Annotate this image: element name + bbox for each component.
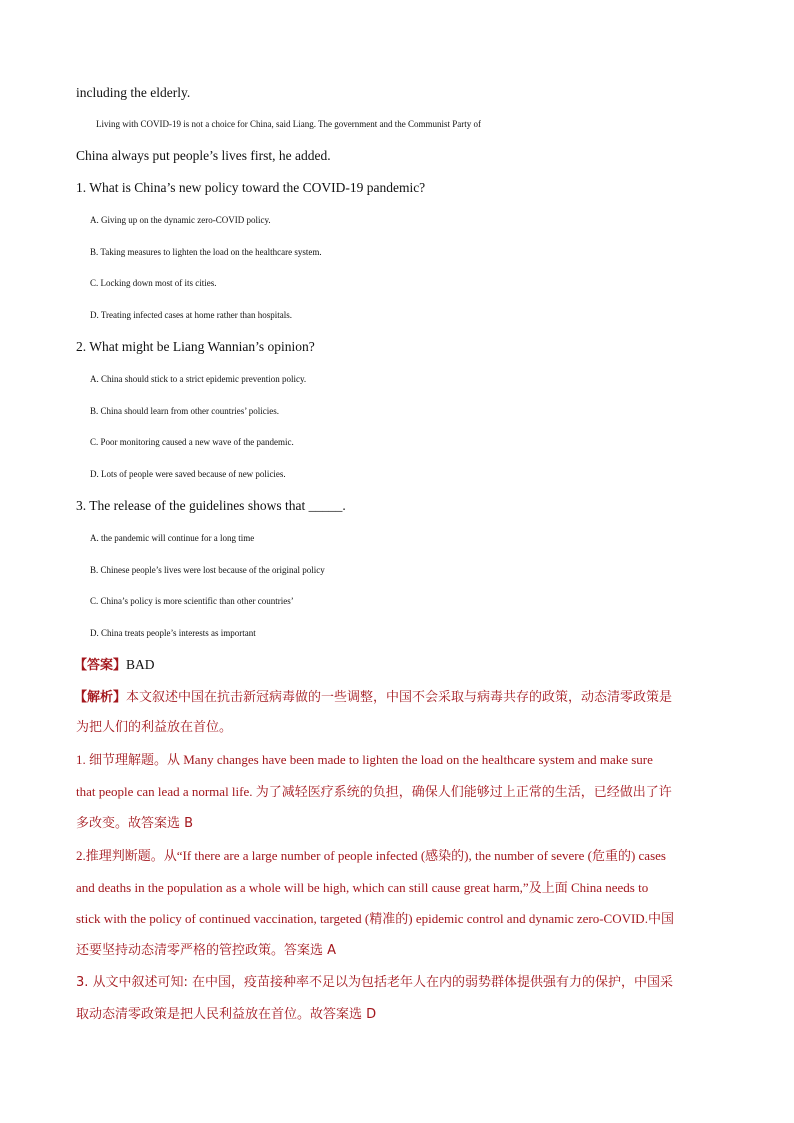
analysis-item-2-line: and deaths in the population as a whole will be high, which can still cause great harm,”及上面 China needs to — [76, 880, 649, 895]
passage-line: China always put people’s lives first, he added. — [76, 148, 331, 163]
analysis-item-2-line: stick with the policy of continued vaccination, targeted (精准的) epidemic control and dynamic zero-COVID.中国 — [76, 911, 674, 926]
question-1-option-b: B. Taking measures to lighten the load on the healthcare system. — [90, 247, 322, 257]
question-2-option-b: B. China should learn from other countries’ policies. — [90, 406, 280, 416]
analysis-item-2-line: 还要坚持动态清零严格的管控政策。答案选 A — [76, 943, 337, 958]
question-2-option-d: D. Lots of people were saved because of new policies. — [90, 469, 286, 479]
question-1-option-c: C. Locking down most of its cities. — [90, 278, 217, 288]
analysis-intro-line: 为把人们的利益放在首位。 — [76, 720, 233, 735]
question-2-option-c: C. Poor monitoring caused a new wave of the pandemic. — [90, 437, 294, 447]
question-1-stem: 1. What is China’s new policy toward the COVID-19 pandemic? — [76, 180, 426, 195]
passage-line: including the elderly. — [76, 85, 191, 100]
question-1-option-d: D. Treating infected cases at home rather than hospitals. — [90, 310, 292, 320]
analysis-item-1-line: 多改变。故答案选 B — [76, 816, 194, 831]
question-3-stem: 3. The release of the guidelines shows that _____. — [76, 498, 346, 513]
analysis-item-1-line: 1. 细节理解题。从 Many changes have been made to lighten the load on the healthcare system and make sure — [76, 752, 653, 767]
analysis-tag: 【解析】 — [74, 690, 127, 705]
question-2-option-a: A. China should stick to a strict epidemic prevention policy. — [90, 374, 307, 384]
passage-line: Living with COVID-19 is not a choice for China, said Liang. The government and the Communist Party of — [96, 119, 482, 129]
answer-value: BAD — [126, 657, 155, 672]
analysis-intro-text: 本文叙述中国在抗击新冠病毒做的一些调整，中国不会采取与病毒共存的政策，动态清零政策是 — [126, 690, 673, 705]
question-3-option-a: A. the pandemic will continue for a long time — [90, 533, 255, 543]
question-3-option-d: D. China treats people’s interests as important — [90, 628, 256, 638]
analysis-intro-line — [74, 688, 724, 707]
answer-tag: 【答案】 — [74, 658, 127, 673]
question-2-stem: 2. What might be Liang Wannian’s opinion? — [76, 339, 315, 354]
analysis-item-3-line: 3. 从文中叙述可知: 在中国，疫苗接种率不足以为包括老年人在内的弱势群体提供强有力的保护，中国采 — [76, 975, 674, 990]
analysis-item-3-line: 取动态清零政策是把人民利益放在首位。故答案选 D — [76, 1007, 377, 1022]
analysis-item-2-line: 2.推理判断题。从“If there are a large number of people infected (感染的), the number of severe (危重的) cases — [76, 848, 666, 863]
question-3-option-b: B. Chinese people’s lives were lost because of the original policy — [90, 565, 325, 575]
question-3-option-c: C. China’s policy is more scientific than other countries’ — [90, 596, 294, 606]
analysis-item-1-line: that people can lead a normal life. 为了减轻医疗系统的负担，确保人们能够过上正常的生活，已经做出了许 — [76, 784, 672, 799]
answer-line — [74, 656, 724, 675]
question-1-option-a: A. Giving up on the dynamic zero-COVID policy. — [90, 215, 271, 225]
